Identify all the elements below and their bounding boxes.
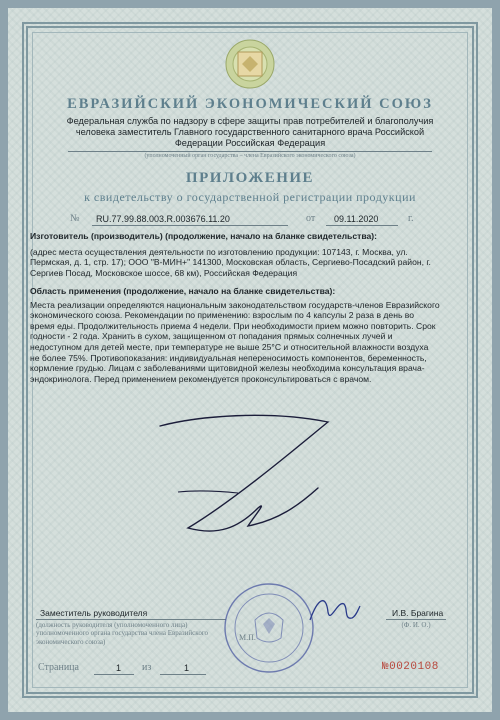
registration-number: RU.77.99.88.003.R.003676.11.20 [96, 214, 230, 224]
manufacturer-section [30, 231, 440, 278]
stamp-place-label: М.П. [239, 633, 256, 642]
registration-date: 09.11.2020 [334, 214, 379, 224]
document-heading: ПРИЛОЖЕНИЕ [185, 170, 315, 186]
union-title: ЕВРАЗИЙСКИЙ ЭКОНОМИЧЕСКИЙ СОЮЗ [67, 96, 433, 112]
scope-text: Места реализации определяются национальным законодательством государств-членов Евразийского экономического союза. Рекомендации по применению: взрослым по 4 капсулы 2 раза в день во время еды. Продолжительность приема 4 недели. При необходимости прием можно повторить. Срок годности - 2 года. Хранить в сухом, защищенном от попадания прямых солнечных лучей и недоступном для детей месте, при температуре не выше 25°С и относительной влажности воздуха не более 75%. Противопоказания: индивидуальная непереносимость компонентов, беременность, кормление грудью. Лицам с заболеваниями щитовидной железы необходима консультация врача-эндокринолога. Перед применением рекомендуется проконсультироваться с врачом. [30, 299, 440, 384]
fio-caption: (Ф. И. О.) [386, 619, 446, 629]
certificate-sheet [8, 8, 492, 712]
page-number: 1 [116, 663, 122, 673]
scope-section [30, 286, 440, 384]
authority-caption: (уполномоченный орган государства – члена Евразийского экономического союза) [68, 151, 432, 159]
registration-row [70, 213, 430, 227]
page-number-underline [94, 674, 134, 675]
of-label: из [142, 662, 152, 673]
document-subheading: к свидетельству о государственной регистрации продукции [84, 190, 416, 204]
date-underline [326, 225, 398, 226]
signatory-name: И.В. Брагина [392, 608, 444, 618]
page-total-underline [160, 674, 206, 675]
page-counter [38, 662, 208, 676]
official-stamp [221, 580, 317, 676]
year-suffix: г. [408, 213, 414, 224]
signer-signature [304, 590, 364, 630]
position-caption: (должность руководителя (уполномоченного лица) уполномоченного органа государства члена Евразийского экономического союза) [36, 619, 226, 646]
page-total: 1 [184, 663, 190, 673]
page-label: Страница [38, 662, 79, 673]
authority-text: Федеральная служба по надзору в сфере защиты прав потребителей и благополучия человека заместитель Главного государственного санитарного врача Российской Федерации Российская Федерация [66, 116, 434, 148]
scope-title: Область применения (продолжение, начало на бланке свидетельства): [30, 286, 336, 296]
manufacturer-title: Изготовитель (производитель) (продолжение, начало на бланке свидетельства): [30, 231, 377, 241]
handwritten-signature [158, 408, 338, 568]
serial-number: №0020108 [382, 661, 439, 673]
signer-position: Заместитель руководителя [40, 608, 148, 618]
eaeu-emblem-icon [224, 38, 276, 90]
date-label: от [306, 213, 316, 224]
manufacturer-text: (адрес места осуществления деятельности по изготовлению продукции: 107143, г. Москва, ул. Пермская, д. 1, стр. 17); ООО "В-МИН+" 141300, Московская область, Сергиево-Посадский район, г. Сергиев Посад, Московское шоссе, 68 км), Российская Федерация [30, 246, 431, 278]
number-label: № [70, 213, 80, 224]
number-underline [92, 225, 288, 226]
